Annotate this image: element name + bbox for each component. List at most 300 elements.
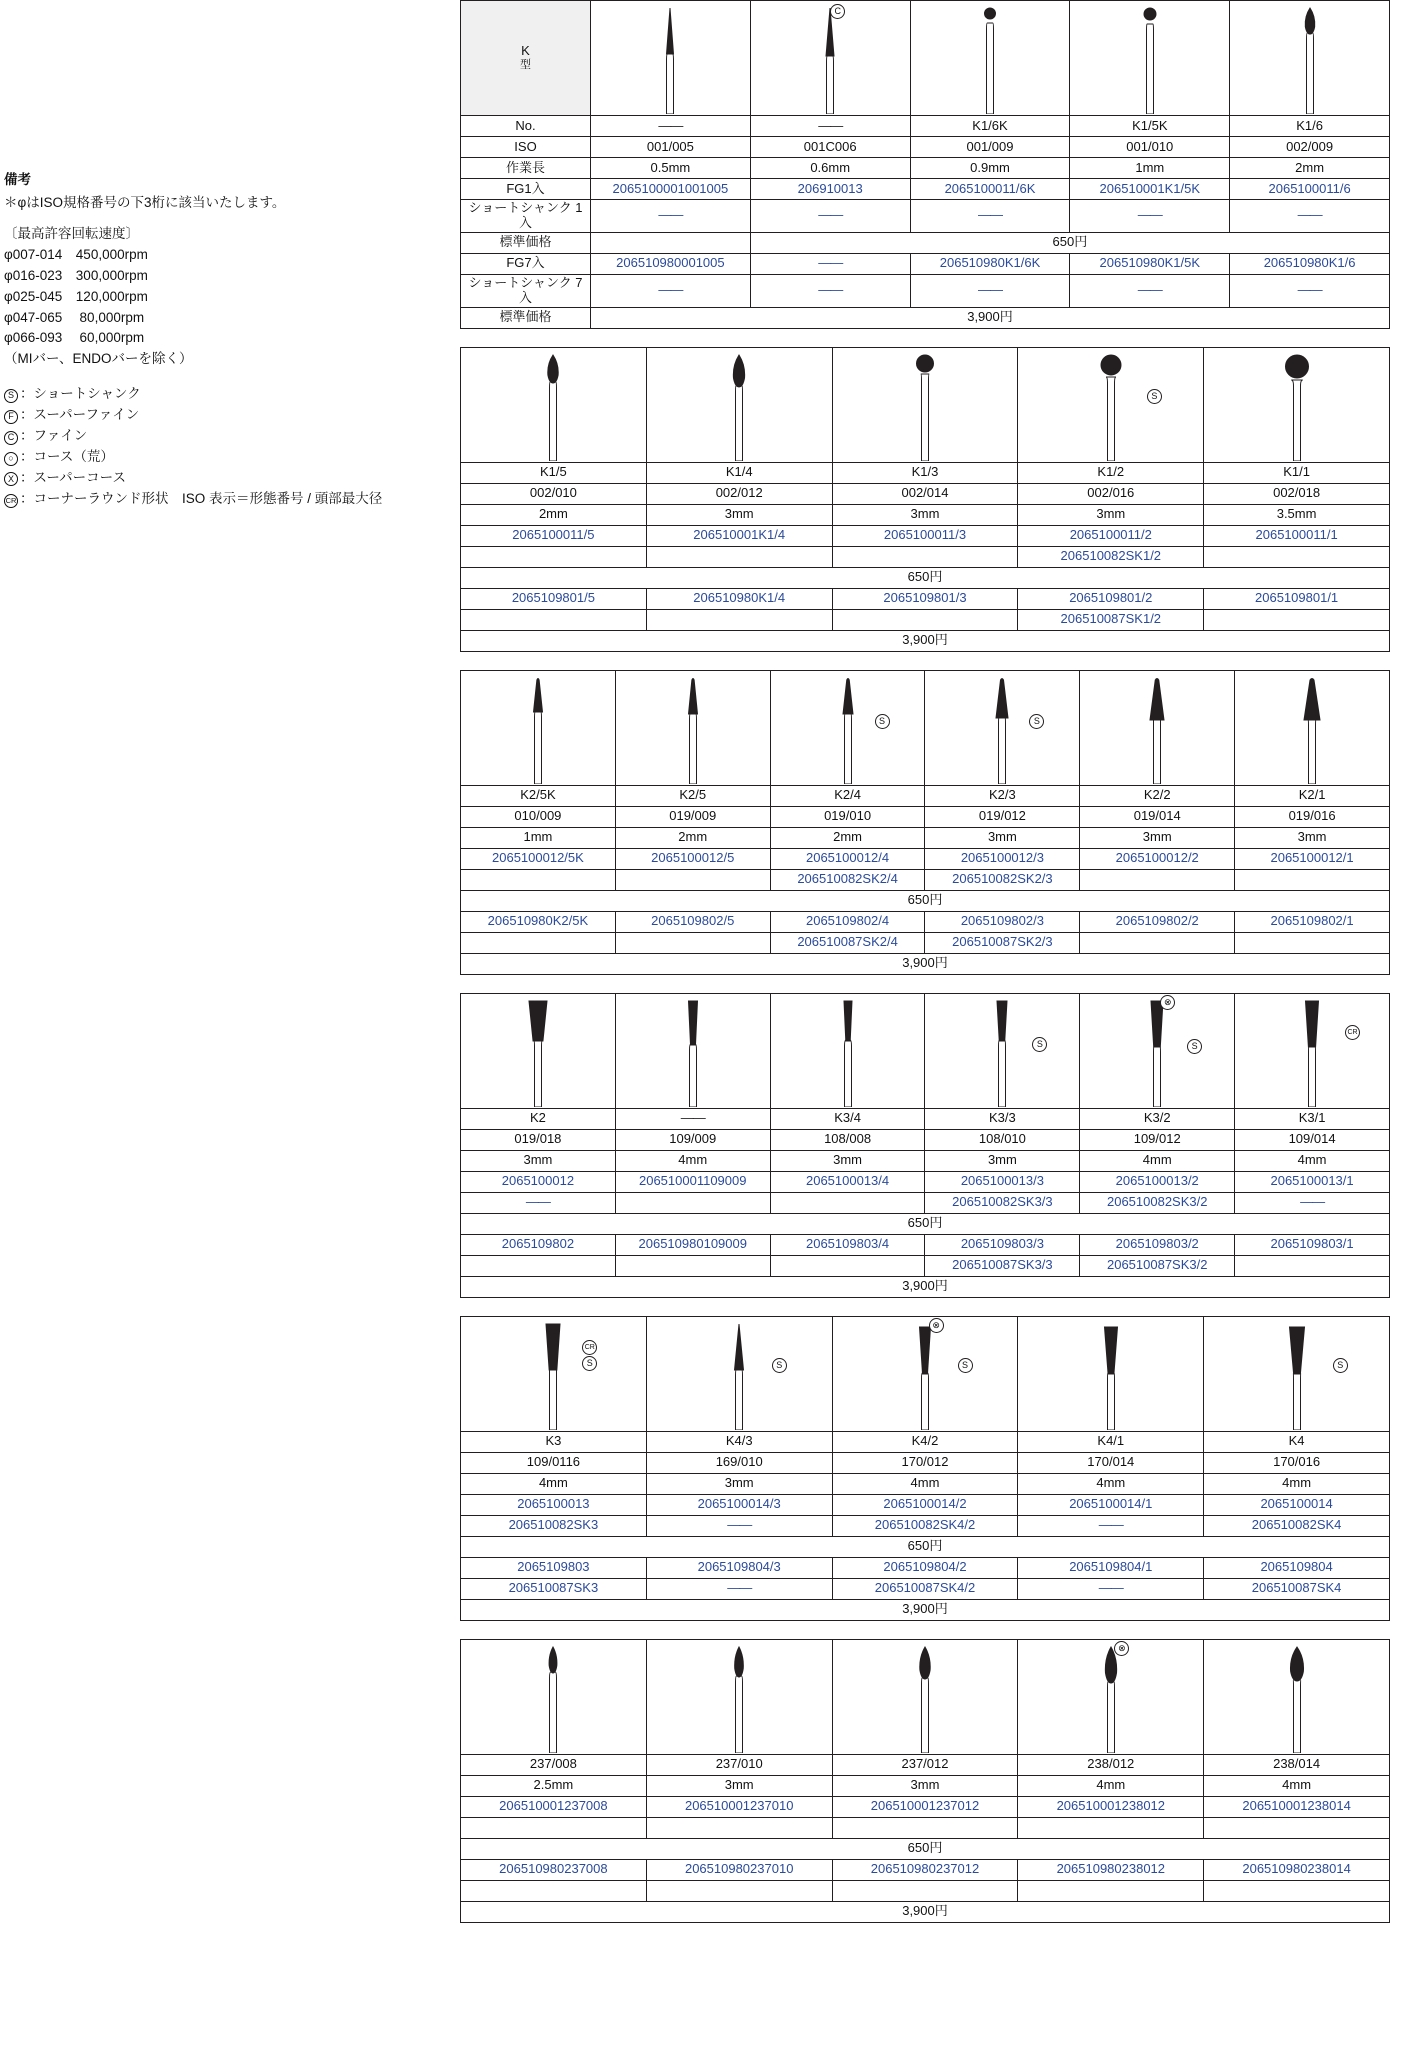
table-cell: 237/010 [646, 1754, 832, 1775]
bur-drawing [508, 672, 568, 784]
table-cell: 206510001238014 [1204, 1796, 1390, 1817]
bur-image-cell [461, 993, 616, 1108]
table-cell [1230, 200, 1390, 233]
bur-table [460, 347, 1390, 652]
table-cell: 2065109802 [461, 1234, 616, 1255]
table-cell: 3mm [646, 504, 832, 525]
table-cell: 206510082SK3/3 [925, 1192, 1080, 1213]
work-length-row [461, 158, 1390, 179]
legend-text: ：コース（荒） [20, 449, 114, 465]
dash-mark: —— [1300, 1194, 1325, 1210]
mark-s-icon: S [875, 714, 890, 729]
table-cell: 2065109802/4 [770, 911, 925, 932]
table-cell: 206510082SK3 [461, 1515, 647, 1536]
table-cell: 2065109801/5 [461, 588, 647, 609]
notes-speed-line: φ016-023 300,000rpm [4, 267, 148, 283]
table-cell: 2065109804/3 [646, 1557, 832, 1578]
table-cell: 2065100013 [461, 1494, 647, 1515]
table-cell: K2/3 [925, 785, 1080, 806]
table-cell: 001/009 [910, 137, 1070, 158]
table-cell: 2065100012 [461, 1171, 616, 1192]
table-cell: 170/016 [1204, 1452, 1390, 1473]
bur-image-cell [925, 670, 1080, 785]
table-cell: K1/5 [461, 462, 647, 483]
table-cell: 2.5mm [461, 1775, 647, 1796]
price-650-cell: 650円 [461, 890, 1390, 911]
table-cell [910, 200, 1070, 233]
table-cell: 206510087SK4/2 [832, 1578, 1018, 1599]
short7-code-row [461, 609, 1390, 630]
table-cell: 206510980237010 [646, 1859, 832, 1880]
row-label: FG1入 [461, 179, 591, 200]
bur-image-cell [646, 1316, 832, 1431]
table-cell: 3mm [1018, 504, 1204, 525]
picture-row [461, 1316, 1390, 1431]
table-cell: 2065100011/5 [461, 525, 647, 546]
table-cell [461, 609, 647, 630]
notes-legend [4, 384, 383, 510]
bur-tables [460, 0, 1390, 1941]
table-cell [615, 1255, 770, 1276]
table-cell: 002/012 [646, 483, 832, 504]
bur-image-cell [1204, 1316, 1390, 1431]
table-cell: 3mm [832, 1775, 1018, 1796]
price-3900-row [461, 1276, 1390, 1297]
bur-drawing [709, 349, 769, 461]
table-cell: 4mm [832, 1473, 1018, 1494]
bur-image-cell [1230, 1, 1390, 116]
table-cell: 001C006 [750, 137, 910, 158]
bur-image-cell [461, 1639, 647, 1754]
table-cell [832, 546, 1018, 567]
bur-drawing [1127, 995, 1187, 1107]
bur-drawing [1127, 672, 1187, 784]
table-cell: 2065100013/1 [1235, 1171, 1390, 1192]
iso-row [461, 1452, 1390, 1473]
table-cell: 2mm [615, 827, 770, 848]
price-650-cell: 650円 [461, 1213, 1390, 1234]
bur-drawing [800, 2, 860, 114]
dash-mark: —— [1297, 282, 1322, 298]
table-cell: 4mm [1204, 1775, 1390, 1796]
table-cell: 206510980K1/5K [1070, 253, 1230, 274]
notes-speed-line: φ066-093 60,000rpm [4, 330, 145, 346]
table-cell: 2065109804 [1204, 1557, 1390, 1578]
table-cell [1235, 869, 1390, 890]
row-label: 作業長 [461, 158, 591, 179]
table-cell [750, 116, 910, 137]
legend-mark-icon: C [4, 431, 18, 445]
table-cell: 206510082SK2/4 [770, 869, 925, 890]
mark-s-icon: S [1187, 1039, 1202, 1054]
price-650-row [461, 1838, 1390, 1859]
table-cell: 1mm [1070, 158, 1230, 179]
table-cell [1070, 200, 1230, 233]
bur-drawing [1081, 349, 1141, 461]
table-cell: 019/018 [461, 1129, 616, 1150]
bur-image-cell [832, 347, 1018, 462]
table-cell [591, 200, 751, 233]
table-cell: 206510980K1/4 [646, 588, 832, 609]
mark-s-icon: S [1333, 1358, 1348, 1373]
table-cell [461, 1880, 647, 1901]
table-cell: K1/6K [910, 116, 1070, 137]
bur-image-cell [832, 1316, 1018, 1431]
table-cell: 019/014 [1080, 806, 1235, 827]
table-cell [646, 1817, 832, 1838]
bur-image-cell [1204, 1639, 1390, 1754]
short7-code-row [461, 1880, 1390, 1901]
bur-drawing [709, 1641, 769, 1753]
row-label: FG7入 [461, 253, 591, 274]
table-cell: 169/010 [646, 1452, 832, 1473]
legend-mark-icon: X [4, 472, 18, 486]
table-cell: 109/0116 [461, 1452, 647, 1473]
bur-image-cell [750, 1, 910, 116]
table-cell: 109/009 [615, 1129, 770, 1150]
fg7-code-row [461, 1557, 1390, 1578]
dash-mark: —— [658, 117, 683, 133]
bur-image-cell [615, 670, 770, 785]
legend-row [4, 384, 344, 405]
price-650-cell: 650円 [461, 567, 1390, 588]
table-cell: K1/3 [832, 462, 1018, 483]
table-cell: 001/005 [591, 137, 751, 158]
table-cell: K1/5K [1070, 116, 1230, 137]
table-cell: 0.6mm [750, 158, 910, 179]
table-cell [615, 869, 770, 890]
table-cell: K2/2 [1080, 785, 1235, 806]
bur-image-cell [615, 993, 770, 1108]
table-cell: 019/010 [770, 806, 925, 827]
table-cell [591, 116, 751, 137]
table-cell: 206510001237012 [832, 1796, 1018, 1817]
notes-iso-note: ＊φはISO規格番号の下3桁に該当いたします。 [4, 194, 286, 210]
notes-title: 備考 [4, 172, 31, 187]
short7-code-row [461, 1578, 1390, 1599]
table-cell: 2065109803/1 [1235, 1234, 1390, 1255]
table-cell [1080, 932, 1235, 953]
table-cell: K3/3 [925, 1108, 1080, 1129]
table-cell [770, 1255, 925, 1276]
dash-mark: —— [658, 282, 683, 298]
table-cell: 206510001237010 [646, 1796, 832, 1817]
table-cell: 3mm [770, 1150, 925, 1171]
mark-s-icon: S [582, 1356, 597, 1371]
table-cell [832, 1817, 1018, 1838]
table-cell: 2065109802/2 [1080, 911, 1235, 932]
table-cell: 108/008 [770, 1129, 925, 1150]
table-cell [1204, 1880, 1390, 1901]
table-cell: K2/5K [461, 785, 616, 806]
bur-image-cell [925, 993, 1080, 1108]
table-cell: K3 [461, 1431, 647, 1452]
no-row [461, 1431, 1390, 1452]
bur-drawing [818, 995, 878, 1107]
price-650-row [461, 567, 1390, 588]
notes-speed-list [4, 245, 344, 350]
picture-row [461, 1, 1390, 116]
short1-code-row [461, 1192, 1390, 1213]
bur-drawing [895, 1641, 955, 1753]
table-cell: 2065100014/3 [646, 1494, 832, 1515]
table-cell: K2 [461, 1108, 616, 1129]
price-3900-row [461, 1599, 1390, 1620]
legend-text: ：ショートシャンク [20, 386, 141, 402]
table-cell: 2065109803/3 [925, 1234, 1080, 1255]
table-cell: 0.5mm [591, 158, 751, 179]
table-cell: 002/009 [1230, 137, 1390, 158]
table-cell [1070, 274, 1230, 307]
fg7-code-row [461, 588, 1390, 609]
short7-code-row [461, 274, 1390, 307]
bur-table [460, 993, 1390, 1298]
table-cell: 4mm [1204, 1473, 1390, 1494]
table-cell: 4mm [1080, 1150, 1235, 1171]
bur-drawing [818, 672, 878, 784]
dash-mark: —— [977, 207, 1002, 223]
table-cell: 2065100011/3 [832, 525, 1018, 546]
table-cell [1230, 274, 1390, 307]
bur-drawing [895, 349, 955, 461]
bur-table [460, 670, 1390, 975]
table-cell: 170/012 [832, 1452, 1018, 1473]
mark-cr-icon: CR [582, 1340, 597, 1355]
table-cell [910, 274, 1070, 307]
table-cell: 3.5mm [1204, 504, 1390, 525]
table-cell: 2065109803/2 [1080, 1234, 1235, 1255]
dash-mark: —— [727, 1517, 752, 1533]
no-row [461, 462, 1390, 483]
bur-drawing [640, 2, 700, 114]
table-cell: 206510001109009 [615, 1171, 770, 1192]
work-length-row [461, 504, 1390, 525]
bur-image-cell [1018, 347, 1204, 462]
dash-mark: —— [1297, 207, 1322, 223]
table-cell: K1/6 [1230, 116, 1390, 137]
table-cell [750, 200, 910, 233]
fg1-code-row [461, 179, 1390, 200]
mark-s-icon: S [772, 1358, 787, 1373]
bur-drawing [508, 995, 568, 1107]
fg7-code-row [461, 253, 1390, 274]
price-650-cell: 650円 [461, 1838, 1390, 1859]
price-3900-cell: 3,900円 [591, 307, 1390, 328]
fg1-code-row [461, 848, 1390, 869]
table-cell: 2065100014 [1204, 1494, 1390, 1515]
table-cell: K4 [1204, 1431, 1390, 1452]
table-cell: 2065109802/5 [615, 911, 770, 932]
table-cell [750, 274, 910, 307]
table-cell [1080, 869, 1235, 890]
mark-c-icon: C [830, 4, 845, 19]
price-650-row [461, 890, 1390, 911]
bur-drawing [972, 672, 1032, 784]
bur-drawing [523, 349, 583, 461]
bur-image-cell [461, 1316, 647, 1431]
table-cell [646, 609, 832, 630]
work-length-row [461, 1775, 1390, 1796]
fg1-code-row [461, 1171, 1390, 1192]
bur-drawing [1120, 2, 1180, 114]
table-cell: 206510082SK4/2 [832, 1515, 1018, 1536]
dash-mark: —— [818, 255, 843, 271]
table-cell: 206510980109009 [615, 1234, 770, 1255]
dash-mark: —— [680, 1110, 705, 1126]
fg7-code-row [461, 911, 1390, 932]
table-cell: 206510980K1/6K [910, 253, 1070, 274]
table-cell [461, 869, 616, 890]
bur-drawing [1282, 672, 1342, 784]
table-cell: 2065100012/1 [1235, 848, 1390, 869]
legend-row [4, 426, 344, 447]
table-cell: 2065100014/2 [832, 1494, 1018, 1515]
picture-row [461, 670, 1390, 785]
legend-mark-icon: CR [4, 494, 18, 508]
bur-image-cell [1070, 1, 1230, 116]
table-cell [1204, 546, 1390, 567]
table-cell [1235, 932, 1390, 953]
table-cell: 206510082SK1/2 [1018, 546, 1204, 567]
table-cell: 206510001K1/5K [1070, 179, 1230, 200]
table-cell: 4mm [1018, 1775, 1204, 1796]
table-cell: 2065100014/1 [1018, 1494, 1204, 1515]
price-3900-row [461, 307, 1390, 328]
picture-row [461, 993, 1390, 1108]
table-cell [1018, 1515, 1204, 1536]
legend-mark-icon: S [4, 389, 18, 403]
bur-table [460, 1639, 1390, 1923]
legend-text: ：コーナーラウンド形状 ISO 表示＝形態番号 / 頭部最大径 [20, 490, 383, 506]
table-cell: 2065109804/1 [1018, 1557, 1204, 1578]
bur-drawing [1081, 1318, 1141, 1430]
price-3900-cell: 3,900円 [461, 1599, 1390, 1620]
table-cell [461, 1255, 616, 1276]
dash-mark: —— [525, 1194, 550, 1210]
table-cell: 2065109803 [461, 1557, 647, 1578]
table-cell: 002/014 [832, 483, 1018, 504]
table-cell [1018, 1880, 1204, 1901]
dash-mark: —— [818, 117, 843, 133]
table-cell [1204, 1817, 1390, 1838]
legend-row [4, 468, 344, 489]
bur-image-cell [770, 993, 925, 1108]
price-650-cell: 650円 [750, 232, 1389, 253]
table-cell [461, 1817, 647, 1838]
table-cell: 170/014 [1018, 1452, 1204, 1473]
table-cell: 2065100012/5K [461, 848, 616, 869]
table-cell: 2065109803/4 [770, 1234, 925, 1255]
table-cell: 206510087SK3/2 [1080, 1255, 1235, 1276]
bur-drawing [1081, 1641, 1141, 1753]
table-cell: K3/4 [770, 1108, 925, 1129]
short1-code-row [461, 546, 1390, 567]
table-cell: 2mm [461, 504, 647, 525]
table-cell: 3mm [646, 1473, 832, 1494]
table-cell [832, 609, 1018, 630]
table-cell: 108/010 [925, 1129, 1080, 1150]
dash-mark: —— [818, 207, 843, 223]
table-cell: K1/2 [1018, 462, 1204, 483]
dash-mark: —— [977, 282, 1002, 298]
table-cell [461, 932, 616, 953]
table-cell: 002/010 [461, 483, 647, 504]
table-cell [591, 274, 751, 307]
table-cell: 2065109801/2 [1018, 588, 1204, 609]
price-650-row [461, 1536, 1390, 1557]
bur-image-cell [1235, 670, 1390, 785]
bur-table [460, 1316, 1390, 1621]
table-cell [646, 1515, 832, 1536]
short7-code-row [461, 932, 1390, 953]
table-cell: 2065100001001005 [591, 179, 751, 200]
table-cell: 019/016 [1235, 806, 1390, 827]
table-cell: 109/012 [1080, 1129, 1235, 1150]
row-label: ショートシャンク 1入 [461, 200, 591, 233]
mark-s-icon: S [1029, 714, 1044, 729]
table-cell: K2/5 [615, 785, 770, 806]
table-cell [1235, 1255, 1390, 1276]
dash-mark: —— [1098, 1517, 1123, 1533]
table-cell: 019/012 [925, 806, 1080, 827]
bur-image-cell [1204, 347, 1390, 462]
table-cell [615, 1108, 770, 1129]
table-cell: 206510001238012 [1018, 1796, 1204, 1817]
bur-drawing [895, 1318, 955, 1430]
table-cell: K2/1 [1235, 785, 1390, 806]
table-cell: 2065109801/1 [1204, 588, 1390, 609]
table-cell [615, 932, 770, 953]
bur-drawing [663, 995, 723, 1107]
table-cell: 238/014 [1204, 1754, 1390, 1775]
table-cell: 2065100012/2 [1080, 848, 1235, 869]
price-3900-cell: 3,900円 [461, 1901, 1390, 1922]
row-label: 標準価格 [461, 232, 591, 253]
table-cell: 206510980237012 [832, 1859, 1018, 1880]
table-cell: 206510980001005 [591, 253, 751, 274]
no-row [461, 1108, 1390, 1129]
table-cell: 206510087SK2/3 [925, 932, 1080, 953]
price-650-row [461, 1213, 1390, 1234]
table-cell: 2065100011/2 [1018, 525, 1204, 546]
table-cell: 206510980K1/6 [1230, 253, 1390, 274]
legend-row [4, 489, 383, 510]
notes-speed-line: φ007-014 450,000rpm [4, 246, 148, 262]
fg7-code-row [461, 1859, 1390, 1880]
legend-text: ：スーパーファイン [20, 407, 140, 423]
price-3900-row [461, 1901, 1390, 1922]
table-cell: 206510001237008 [461, 1796, 647, 1817]
no-row [461, 116, 1390, 137]
table-cell: 2065100011/1 [1204, 525, 1390, 546]
bur-drawing [1267, 1641, 1327, 1753]
legend-text: ：スーパーコース [20, 469, 126, 485]
mark-x-icon: ⊗ [929, 1318, 944, 1333]
table-cell [1018, 1578, 1204, 1599]
table-cell: 206510001K1/4 [646, 525, 832, 546]
work-length-row [461, 1473, 1390, 1494]
table-cell: 2065100011/6 [1230, 179, 1390, 200]
table-cell: 2065109802/1 [1235, 911, 1390, 932]
price-3900-cell: 3,900円 [461, 953, 1390, 974]
group-label-line1: K [521, 43, 530, 59]
table-cell: 2065100013/3 [925, 1171, 1080, 1192]
table-cell: 2065100012/3 [925, 848, 1080, 869]
bur-image-cell [646, 1639, 832, 1754]
table-cell: 206510980238012 [1018, 1859, 1204, 1880]
table-cell: 001/010 [1070, 137, 1230, 158]
table-cell [1235, 1192, 1390, 1213]
